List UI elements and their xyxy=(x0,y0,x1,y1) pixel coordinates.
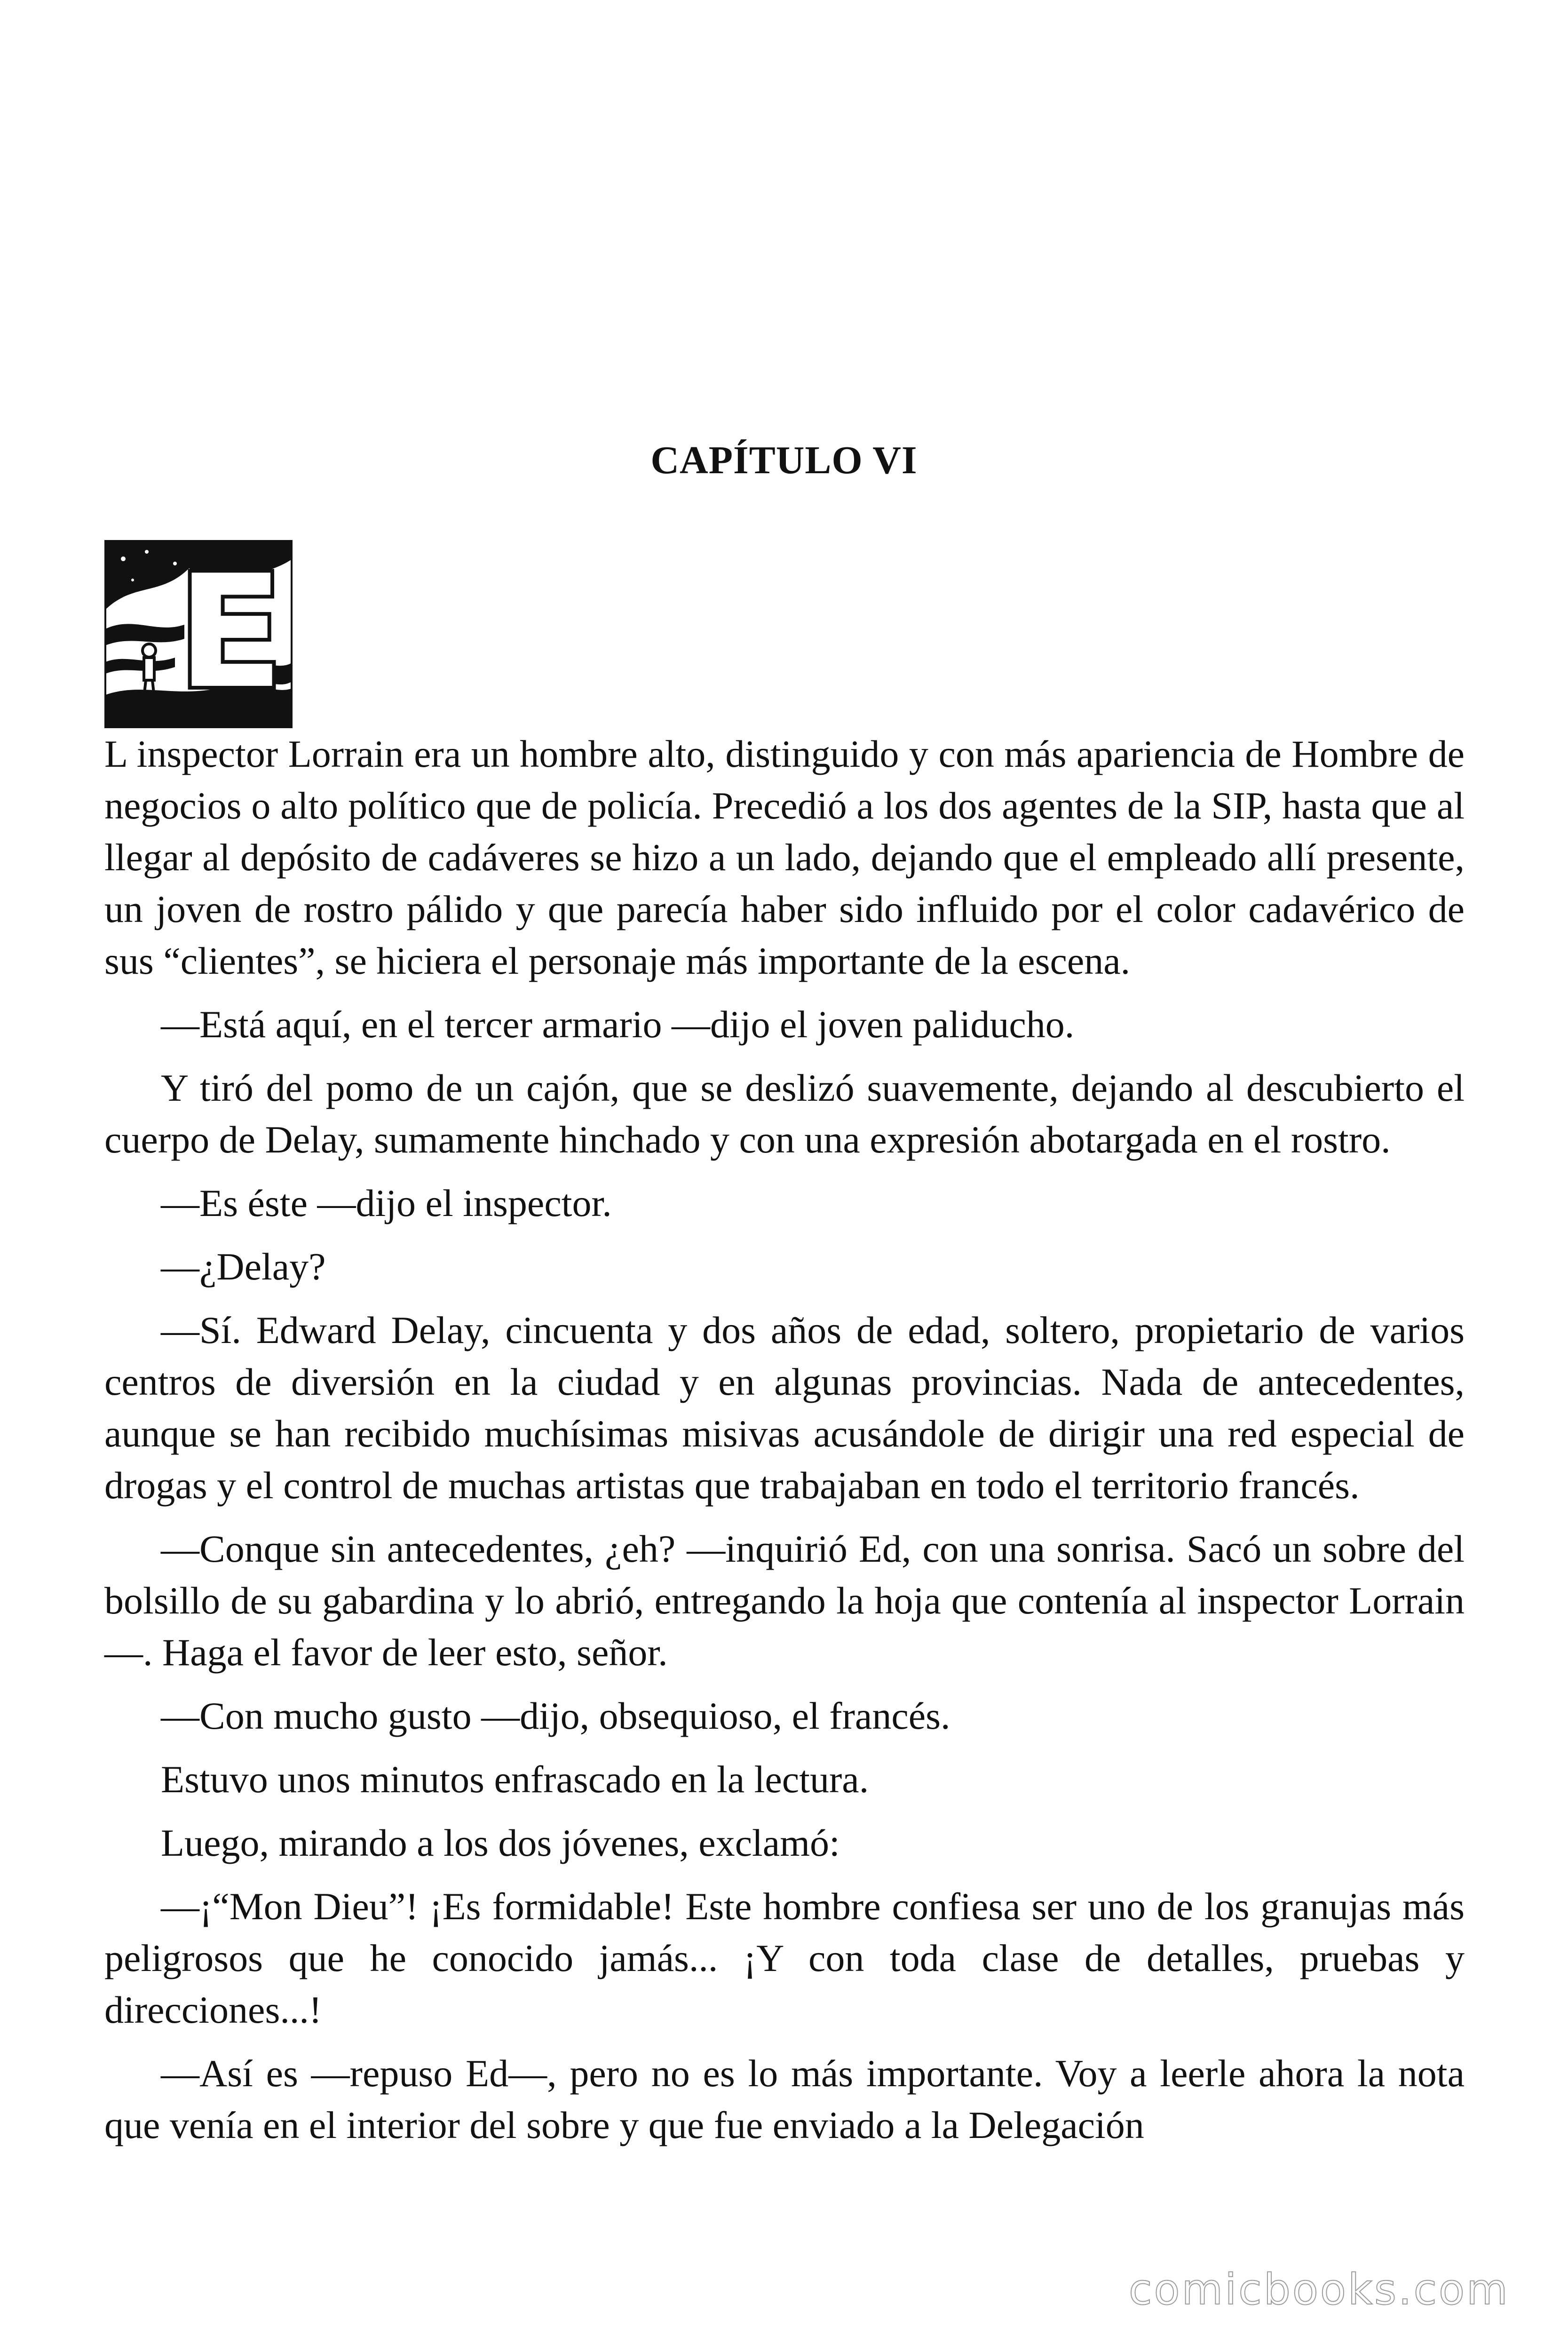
paragraph: Y tiró del pomo de un cajón, que se deslizó suavemente, dejando al descubierto el cuerpo de Delay, sumamente hinchado y con una expresión abotargada en el rostro. xyxy=(104,1066,1465,1161)
paragraph: —Está aquí, en el tercer armario —dijo el joven paliducho. xyxy=(161,1003,1075,1046)
paragraph: —Así es —repuso Ed—, pero no es lo más importante. Voy a leerle ahora la nota que venía en el interior del sobre y que fue enviado a la Delegación xyxy=(104,2052,1465,2146)
chapter-title: CAPÍTULO VI xyxy=(650,438,918,482)
dropcap-illustration xyxy=(104,540,293,728)
paragraph: —Conque sin antecedentes, ¿eh? —inquirió Ed, con una sonrisa. Sacó un sobre del bolsillo de su gabardina y lo abrió, entregando la hoja que contenía al inspector Lorrain—. Haga el favor de leer esto, señor. xyxy=(104,1527,1465,1674)
paragraph: —Con mucho gusto —dijo, obsequioso, el francés. xyxy=(161,1694,950,1737)
paragraph: Luego, mirando a los dos jóvenes, exclamó: xyxy=(161,1821,840,1864)
svg-text:E: E xyxy=(177,542,284,723)
paragraph: —Sí. Edward Delay, cincuenta y dos años de edad, soltero, propietario de varios centros de diversión en la ciudad y en algunas provincias. Nada de antecedentes, aunque se han recibido muchísimas misivas acusándole de dirigir una red especial de drogas y el control de muchas artistas que trabajaban en todo el territorio francés. xyxy=(104,1309,1465,1507)
paragraph: L inspector Lorrain era un hombre alto, distinguido y con más apariencia de Hombre de negocios o alto político que de policía. Precedió a los dos agentes de la SIP, hasta que al llegar al depósito de cadáveres se hizo a un lado, dejando que el empleado allí presente, un joven de rostro pálido y que parecía haber sido influido por el color cadavérico de sus “clientes”, se hiciera el personaje más importante de la escena. xyxy=(104,732,1465,982)
paragraph: —Es éste —dijo el inspector. xyxy=(161,1182,612,1224)
watermark: comicbooks.com xyxy=(1129,2265,1510,2314)
paragraph: —¿Delay? xyxy=(161,1245,326,1288)
paragraph: Estuvo unos minutos enfrascado en la lectura. xyxy=(161,1758,869,1801)
body-text xyxy=(104,728,1465,2163)
paragraph: —¡“Mon Dieu”! ¡Es formidable! Este hombre confiesa ser uno de los granujas más peligrosos que he conocido jamás... ¡Y con toda clase de detalles, pruebas y direcciones...! xyxy=(104,1885,1465,2031)
